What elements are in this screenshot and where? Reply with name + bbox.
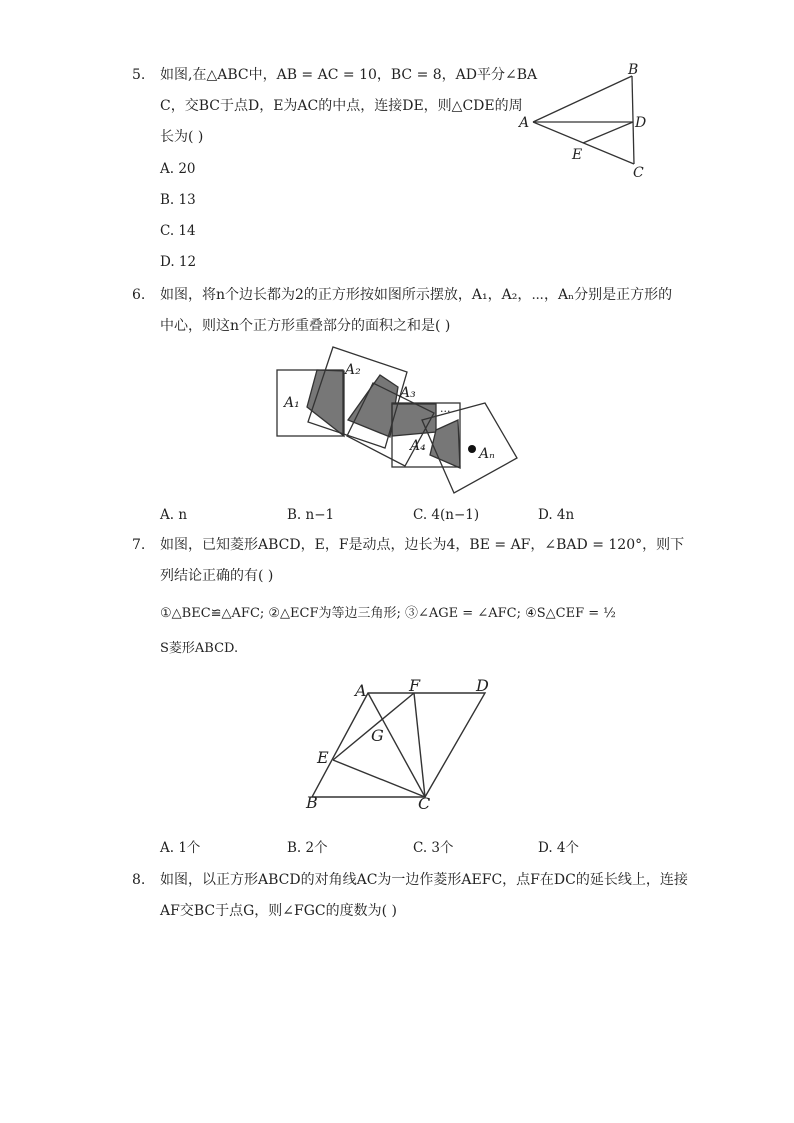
label-c: C [633,165,644,181]
label-d: D [476,676,489,695]
question-6 [132,280,672,340]
question-text-line: 列结论正确的有( ) [160,568,274,584]
label-an: Aₙ [479,446,495,462]
question-text-line: C，交BC于点D，E为AC的中点，连接DE，则△CDE的周 [160,98,523,114]
option-d[interactable]: D. 12 [160,254,197,270]
question-number: 7. [132,537,146,553]
question-text-line: 如图，以正方形ABCD的对角线AC为一边作菱形AEFC，点F在DC的延长线上，连接 [160,872,688,888]
option-a[interactable]: A. 20 [160,161,196,177]
ellipsis: ··· [440,405,451,418]
option-c[interactable]: C. 3个 [413,840,454,856]
option-b[interactable]: B. n−1 [287,507,335,523]
label-a: A [519,115,530,131]
label-b: B [306,793,318,812]
question-text-line: 中心，则这n个正方形重叠部分的面积之和是( ) [160,318,451,334]
option-b[interactable]: B. 2个 [287,840,328,856]
option-a[interactable]: A. n [160,507,188,523]
question-7 [132,530,685,660]
rhombus-figure [300,675,510,815]
triangle-figure [515,62,655,182]
question-text-line: S菱形ABCD. [160,641,239,656]
label-a2: A₂ [345,362,361,378]
question-7-options [160,833,700,864]
question-text-line: 如图，已知菱形ABCD，E，F是动点，边长为4，BE = AF，∠BAD = 120°，则下 [160,537,685,553]
label-b: B [628,62,639,78]
question-text-line: AF交BC于点G，则∠FGC的度数为( ) [160,903,397,919]
question-number: 5. [132,67,146,83]
option-a[interactable]: A. 1个 [160,840,201,856]
question-text-line: ①△BEC≌△AFC; ②△ECF为等边三角形; ③∠AGE = ∠AFC; ④S△CEF = ½ [160,606,616,621]
option-b[interactable]: B. 13 [160,192,196,208]
question-text-line: 如图,在△ABC中，AB = AC = 10，BC = 8，AD平分∠BA [160,67,538,83]
label-c: C [418,794,431,813]
question-6-options [160,500,700,531]
option-d[interactable]: D. 4个 [538,840,580,856]
label-e: E [572,147,583,163]
option-c[interactable]: C. 4(n−1) [413,507,480,523]
label-g: G [371,726,384,745]
label-a3: A₃ [400,385,416,401]
label-d: D [635,115,647,131]
label-a4: A₄ [410,438,426,454]
question-text-line: 如图，将n个边长都为2的正方形按如图所示摆放，A₁，A₂，⋯，Aₙ分别是正方形的 [160,287,673,303]
question-text-line: 长为( ) [160,129,204,145]
question-8 [132,865,688,927]
label-a: A [355,681,367,700]
center-dot [468,445,476,453]
label-a1: A₁ [284,395,300,411]
label-e: E [317,748,329,767]
squares-figure [270,340,530,500]
question-number: 8. [132,872,146,888]
option-c[interactable]: C. 14 [160,223,196,239]
question-number: 6. [132,287,146,303]
option-d[interactable]: D. 4n [538,507,575,523]
label-f: F [409,676,421,695]
